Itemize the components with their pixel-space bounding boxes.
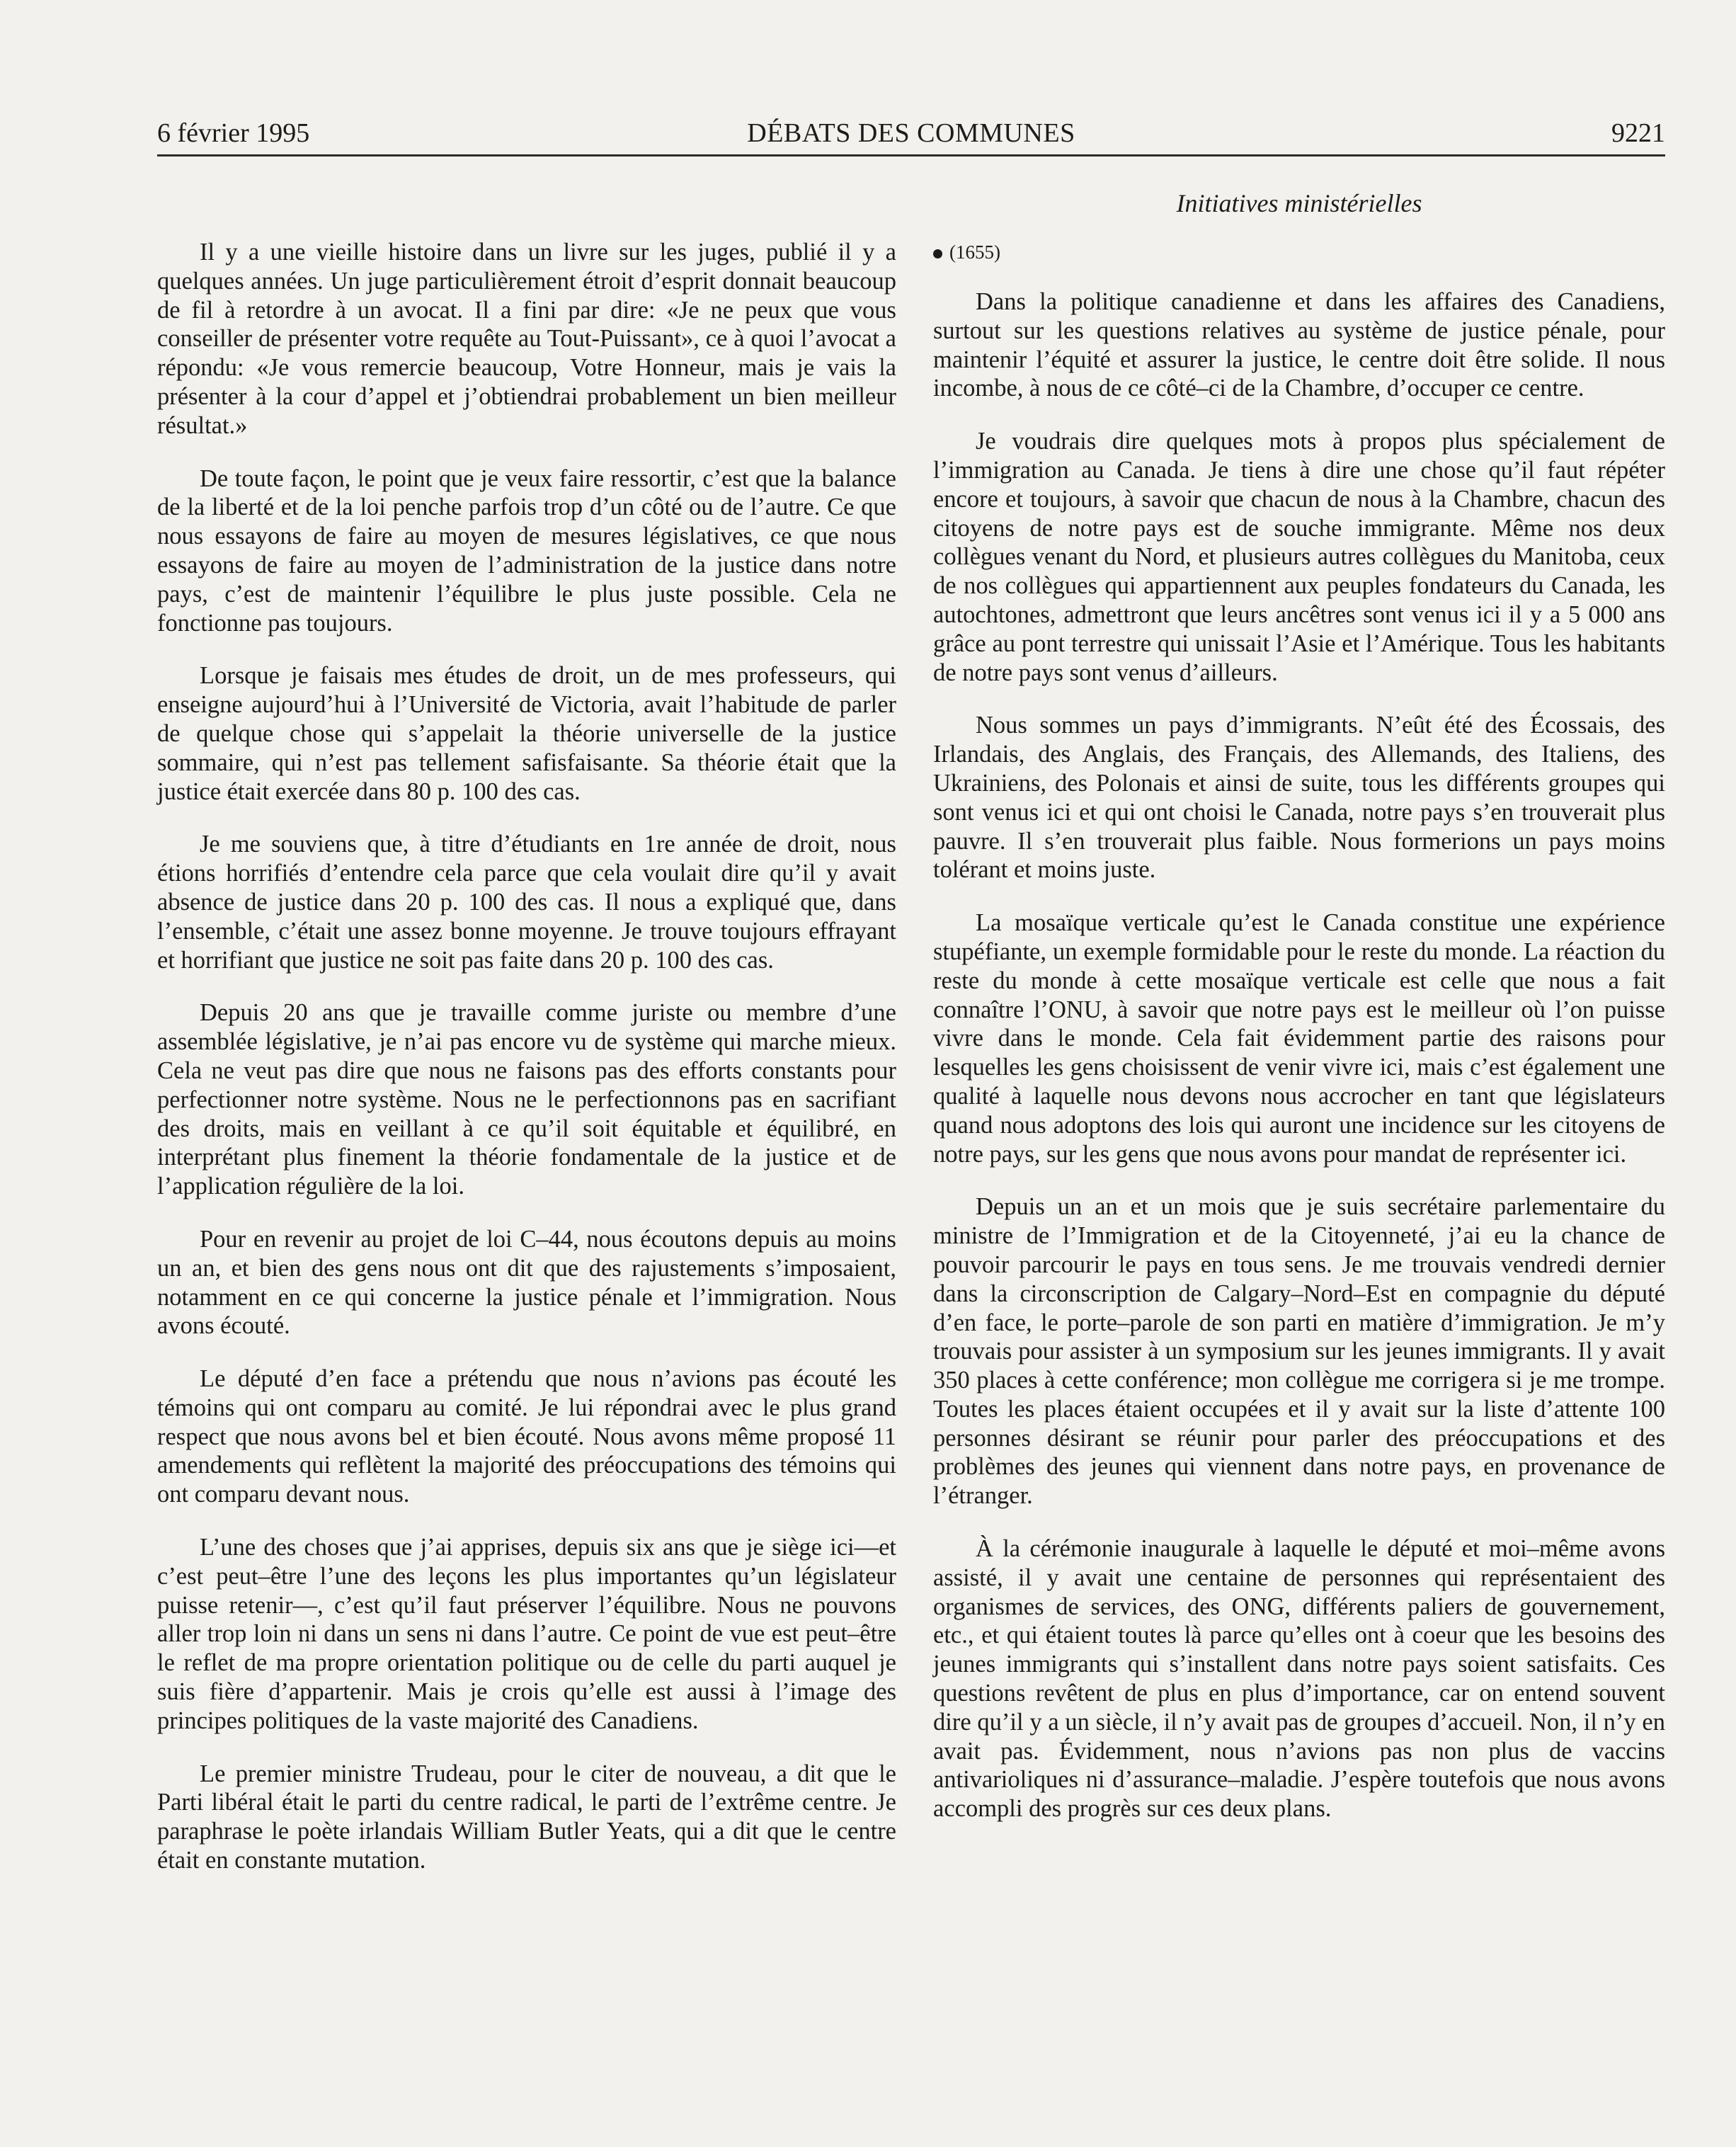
header-rule xyxy=(157,154,1665,156)
paragraph: L’une des choses que j’ai apprises, depuis six ans que je siège ici—et c’est peut–être l’une des leçons les plus importantes qu’un législateur puisse retenir—, c’est qu’il faut préserver l’équilibre. Nous ne pouvons aller trop loin ni dans un sens ni dans l’autre. Ce point de vue est peut–être le reflet de ma propre orientation politique ou de celle du parti auquel je suis fière d’appartenir. Mais je crois qu’elle est aussi à l’image des principes politiques de la vaste majorité des Canadiens. xyxy=(157,1534,896,1734)
header-date: 6 février 1995 xyxy=(157,118,310,148)
paragraph: Pour en revenir au projet de loi C–44, nous écoutons depuis au moins un an, et bien des gens nous ont dit que des rajustements s’imposaient, notamment en ce qui concerne la justice pénale et l’immigration. Nous avons écouté. xyxy=(157,1225,896,1340)
page-header xyxy=(157,112,1665,154)
paragraph: Nous sommes un pays d’immigrants. N’eût été des Écossais, des Irlandais, des Anglais, des Français, des Allemands, des Italiens, des Ukrainiens, des Polonais et ainsi de suite, tous les différents groupes qui sont venus ici et qui ont choisi le Canada, notre pays s’en trouverait plus pauvre. Il s’en trouverait plus faible. Nous formerions un pays moins tolérant et moins juste. xyxy=(933,712,1665,884)
section-title: Initiatives ministérielles xyxy=(1176,189,1422,217)
paragraph: Il y a une vieille histoire dans un livre sur les juges, publié il y a quelques années. Un juge particulièrement étroit d’esprit donnait beaucoup de fil à retordre à un avocat. Il a fini par dire: «Je ne peux que vous conseiller de présenter votre requête au Tout-Puissant», ce à quoi l’avocat a répondu: «Je vous remercie beaucoup, Votre Honneur, mais je vais la présenter à la cour d’appel et j’obtiendrai probablement un bien meilleur résultat.» xyxy=(157,239,896,439)
paragraph: De toute façon, le point que je veux faire ressortir, c’est que la balance de la liberté et de la loi penche parfois trop d’un côté ou de l’autre. Ce que nous essayons de faire au moyen de mesures législatives, ce que nous essayons de faire au moyen de l’administration de la justice dans notre pays, c’est de maintenir l’équilibre le plus juste possible. Cela ne fonctionne pas toujours. xyxy=(157,465,896,637)
paragraph: Depuis un an et un mois que je suis secrétaire parlementaire du ministre de l’Immigration et de la Citoyenneté, j’ai eu la chance de pouvoir parcourir le pays en tous sens. Je me trouvais vendredi dernier dans la circonscription de Calgary–Nord–Est en compagnie du député d’en face, le porte–parole de son parti en matière d’immigration. Je m’y trouvais pour assister à un symposium sur les jeunes immigrants. Il y avait 350 places à cette conférence; mon collègue me corrigera si je me trompe. Toutes les places étaient occupées et il y avait sur la liste d’attente 100 personnes désirant se réunir pour parler des préoccupations et des problèmes des jeunes qui viennent dans notre pays, en provenance de l’étranger. xyxy=(933,1193,1665,1510)
right-column xyxy=(933,238,1665,1847)
left-column xyxy=(157,238,896,1899)
bullet-icon xyxy=(933,249,942,258)
paragraph: Depuis 20 ans que je travaille comme juriste ou membre d’une assemblée législative, je n’ai pas encore vu de système qui marche mieux. Cela ne veut pas dire que nous ne faisons pas des efforts constants pour perfectionner notre système. Nous ne le perfectionnons pas en sacrifiant des droits, mais en veillant à ce qu’il soit équitable et équilibré, en interprétant plus finement la théorie fondamentale de la justice et de l’application régulière de la loi. xyxy=(157,999,896,1200)
paragraph: La mosaïque verticale qu’est le Canada constitue une expérience stupéfiante, un exemple formidable pour le reste du monde. La réaction du reste du monde à cette mosaïque verticale est celle que nous a fait connaître l’ONU, à savoir que notre pays est le meilleur où l’on puisse vivre dans le monde. Cela fait évidemment partie des raisons pour lesquelles les gens choisissent de venir vivre ici, mais c’est également une qualité à laquelle nous devons nous accrocher en tant que législateurs quand nous adoptons des lois qui auront une incidence sur les citoyens de notre pays, sur les gens que nous avons pour mandat de représenter ici. xyxy=(933,909,1665,1168)
time-marker-text: (1655) xyxy=(949,241,1000,263)
paragraph: À la cérémonie inaugurale à laquelle le député et moi–même avons assisté, il y avait une centaine de personnes qui représentaient des organismes de services, des ONG, différents paliers de gouvernement, etc., et qui étaient toutes là parce qu’elles ont à coeur que les besoins des jeunes immigrants qui s’installent dans notre pays soient satisfaits. Ces questions revêtent de plus en plus d’importance, car on entend souvent dire qu’il y a un siècle, il n’y avait pas de groupes d’accueil. Non, il n’y en avait pas. Évidemment, nous n’avions pas non plus de vaccins antivarioliques ni d’assurance–maladie. J’espère toutefois que nous avons accompli des progrès sur ces deux plans. xyxy=(933,1535,1665,1823)
paragraph: Le député d’en face a prétendu que nous n’avions pas écouté les témoins qui ont comparu au comité. Je lui répondrai avec le plus grand respect que nous avons bel et bien écouté. Nous avons même proposé 11 amendements qui reflètent la majorité des préoccupations des témoins qui ont comparu devant nous. xyxy=(157,1365,896,1508)
time-marker xyxy=(933,238,1665,266)
paragraph: Le premier ministre Trudeau, pour le citer de nouveau, a dit que le Parti libéral était le parti du centre radical, le parti de l’extrême centre. Je paraphrase le poète irlandais William Butler Yeats, qui a dit que le centre était en constante mutation. xyxy=(157,1760,896,1874)
paragraph: Je me souviens que, à titre d’étudiants en 1re année de droit, nous étions horrifiés d’entendre cela parce que cela voulait dire qu’il y avait absence de justice dans 20 p. 100 des cas. Il nous a expliqué que, dans l’ensemble, c’était une assez bonne moyenne. Je trouve toujours effrayant et horrifiant que justice ne soit pas faite dans 20 p. 100 des cas. xyxy=(157,831,896,974)
paragraph: Lorsque je faisais mes études de droit, un de mes professeurs, qui enseigne aujourd’hui à l’Université de Victoria, avait l’habitude de parler de quelque chose qui s’appelait la théorie universelle de la justice sommaire, qui n’est pas tellement safisfaisante. Sa théorie était que la justice était exercée dans 80 p. 100 des cas. xyxy=(157,662,896,805)
paragraph: Dans la politique canadienne et dans les affaires des Canadiens, surtout sur les questions relatives au système de justice pénale, pour maintenir l’équité et assurer la justice, le centre doit être solide. Il nous incombe, à nous de ce côté–ci de la Chambre, d’occuper ce centre. xyxy=(933,288,1665,402)
header-page-number: 9221 xyxy=(1611,118,1665,148)
header-title: DÉBATS DES COMMUNES xyxy=(747,118,1075,148)
paragraph: Je voudrais dire quelques mots à propos plus spécialement de l’immigration au Canada. Je tiens à dire une chose qu’il faut répéter encore et toujours, à savoir que chacun de nous à la Chambre, chacun des citoyens de notre pays est de souche immigrante. Même nos deux collègues venant du Nord, et plusieurs autres collègues du Manitoba, ceux de nos collègues qui appartiennent aux peuples fondateurs du Canada, les autochtones, admettront que leurs ancêtres sont venus ici il y a 5 000 ans grâce au pont terrestre qui unissait l’Asie et l’Amérique. Tous les habitants de notre pays sont venus d’ailleurs. xyxy=(933,428,1665,686)
